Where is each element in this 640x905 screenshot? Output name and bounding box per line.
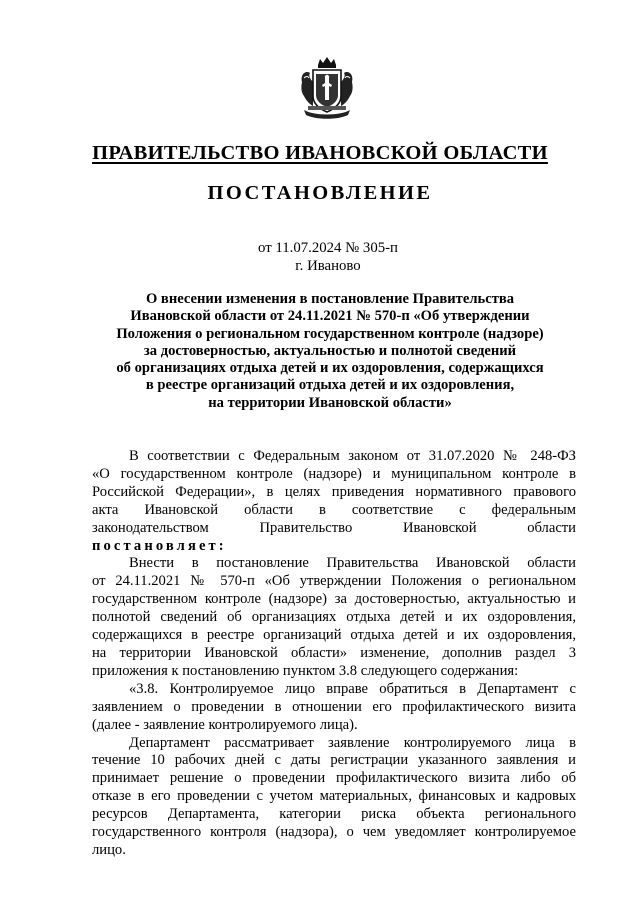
- body-line: (далее - заявление контролируемого лица).: [92, 716, 358, 733]
- body-line: «О государственном контроле (надзоре) и муниципальном контроле в: [92, 465, 576, 482]
- heading-line: об организациях отдыха детей и их оздоровления, содержащихся: [116, 360, 544, 377]
- body-line: лицо.: [92, 841, 126, 858]
- body-line: от 24.11.2021 № 570-п «Об утверждении Положения о региональном: [92, 573, 576, 590]
- document-heading: [80, 291, 580, 412]
- resolution-keyword: постановляет:: [92, 537, 227, 554]
- body-line: заявлением о проведении в отношении его профилактического визита: [92, 698, 576, 715]
- body-line: полнотой сведений об организациях отдыха детей и их оздоровления,: [92, 609, 576, 626]
- government-title: ПРАВИТЕЛЬСТВО ИВАНОВСКОЙ ОБЛАСТИ: [92, 142, 548, 164]
- body-line: законодательством Правительство Ивановской области: [92, 519, 576, 536]
- heading-line: за достоверностью, актуальностью и полнотой сведений: [143, 342, 517, 359]
- body-line: государственном контроле (надзоре) за достоверностью, актуальностью и: [92, 591, 576, 608]
- body-line: акта Ивановской области в соответствие с федеральным: [92, 501, 576, 518]
- body-line: приложения к постановлению пунктом 3.8 следующего содержания:: [92, 662, 519, 679]
- body-line: Департамент рассматривает заявление контролируемого лица в: [129, 734, 576, 751]
- body-line: отказе в его проведении с учетом материальных, финансовых и кадровых: [92, 788, 576, 805]
- heading-line: на территории Ивановской области»: [208, 394, 452, 411]
- body-line: ресурсов Департамента, категории риска объекта регионального: [92, 806, 576, 823]
- document-city: г. Иваново: [295, 258, 361, 274]
- body-line: В соответствии с Федеральным законом от 31.07.2020 № 248-ФЗ: [129, 448, 576, 464]
- document-date-number: от 11.07.2024 № 305-п: [258, 240, 398, 256]
- body-line: государственного контроля (надзора), о чем уведомляет контролируемое: [92, 824, 576, 841]
- body-line: на территории Ивановской области» изменение, дополнив раздел 3: [92, 644, 576, 661]
- body-line: содержащихся в реестре организаций отдыха детей и их оздоровления,: [92, 627, 576, 644]
- heading-line: Ивановской области от 24.11.2021 № 570-п «Об утверждении: [130, 308, 530, 325]
- heading-line: в реестре организаций отдыха детей и их оздоровления,: [145, 377, 515, 394]
- ivanovo-coat-of-arms-icon: [298, 56, 356, 120]
- body-line: принимает решение о проведении профилактического визита либо об: [92, 770, 576, 787]
- body-line: Российской Федерации», в целях приведения нормативного правового: [92, 483, 576, 500]
- body-line: течение 10 рабочих дней с даты регистрации указанного заявления и: [92, 752, 576, 769]
- document-body: [92, 448, 576, 860]
- heading-line: О внесении изменения в постановление Правительства: [145, 291, 515, 307]
- heading-line: Положения о региональном государственном контроле (надзоре): [116, 325, 544, 342]
- document-type: ПОСТАНОВЛЕНИЕ: [207, 182, 433, 204]
- body-line: «3.8. Контролируемое лицо вправе обратиться в Департамент с: [129, 680, 576, 697]
- body-line: Внести в постановление Правительства Ивановской области: [129, 555, 576, 572]
